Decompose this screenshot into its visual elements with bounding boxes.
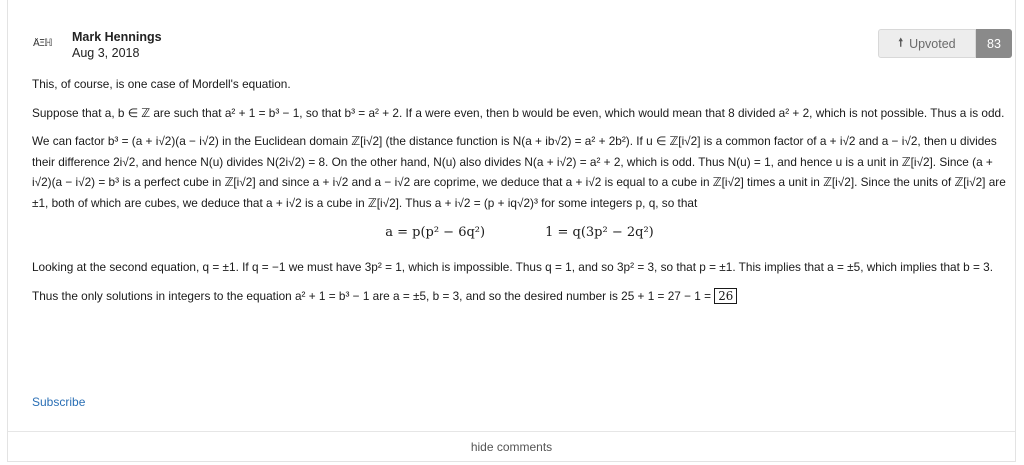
solution-card [7, 0, 1016, 462]
paragraph-factoring: We can factor b³ = (a + i√2)(a − i√2) in the Euclidean domain ℤ[i√2] (the distance function is N(a + ib√2) = a² + 2b²). If u ∈ ℤ[i√2] is a common factor of a + i√2 and a − i√2, then u divides their difference 2i√2, and hence N(u) divides N(2i√2) = 8. On the other hand, N(u) also divides N(a + i√2) = a² + 2, which is odd. Thus N(u) = 1, and hence u is a unit in ℤ[i√2]. Since (a + i√2)(a − i√2) = b³ is a perfect cube in ℤ[i√2] and since a + i√2 and a − i√2 are coprime, we deduce that a + i√2 is equal to a cube in ℤ[i√2] times a unit in ℤ[i√2]. Since the units of ℤ[i√2] are ±1, both of which are cubes, we deduce that a + i√2 is a cube in ℤ[i√2]. Thus a + i√2 = (p + iq√2)³ for some integers p, q, so that [32, 134, 1006, 210]
upvote-label: Upvoted [909, 36, 956, 51]
author-name[interactable]: Mark Hennings [72, 30, 162, 44]
divider [8, 431, 1015, 432]
post-date: Aug 3, 2018 [72, 46, 140, 60]
subscribe-link[interactable]: Subscribe [32, 395, 86, 409]
upvote-count: 83 [976, 29, 1012, 58]
paragraph-conclusion [32, 286, 1007, 307]
equation-one: 1 = q(3p² − 2q²) [545, 224, 654, 240]
paragraph-second-equation: Looking at the second equation, q = ±1. If q = −1 we must have 3p² = 1, which is impossible. Thus q = 1, and so 3p² = 3, so that p = ±1. This implies that a = ±5, which implies that b = 3. [32, 260, 993, 274]
conclusion-text: Thus the only solutions in integers to the equation a² + 1 = b³ − 1 are a = ±5, b = 3, and so the desired number is 25 + 1 = 27 − 1 = [32, 288, 712, 303]
paragraph-parity: Suppose that a, b ∈ ℤ are such that a² + 1 = b³ − 1, so that b³ = a² + 2. If a were even, then b would be even, which would mean that 8 divided a² + 2, which is not possible. Thus a is odd. [32, 105, 1005, 120]
upvote-button[interactable] [878, 29, 976, 58]
avatar[interactable]: ÅΞℍ [33, 38, 52, 49]
boxed-answer: 26 [714, 288, 737, 304]
solution-body [32, 74, 1007, 314]
equation-system [32, 221, 1007, 245]
hide-comments-link[interactable]: hide comments [470, 440, 553, 454]
up-arrow-icon: 🠕 [898, 36, 904, 49]
equation-a: a = p(p² − 6q²) [385, 224, 486, 240]
paragraph-intro: This, of course, is one case of Mordell's equation. [32, 77, 291, 91]
